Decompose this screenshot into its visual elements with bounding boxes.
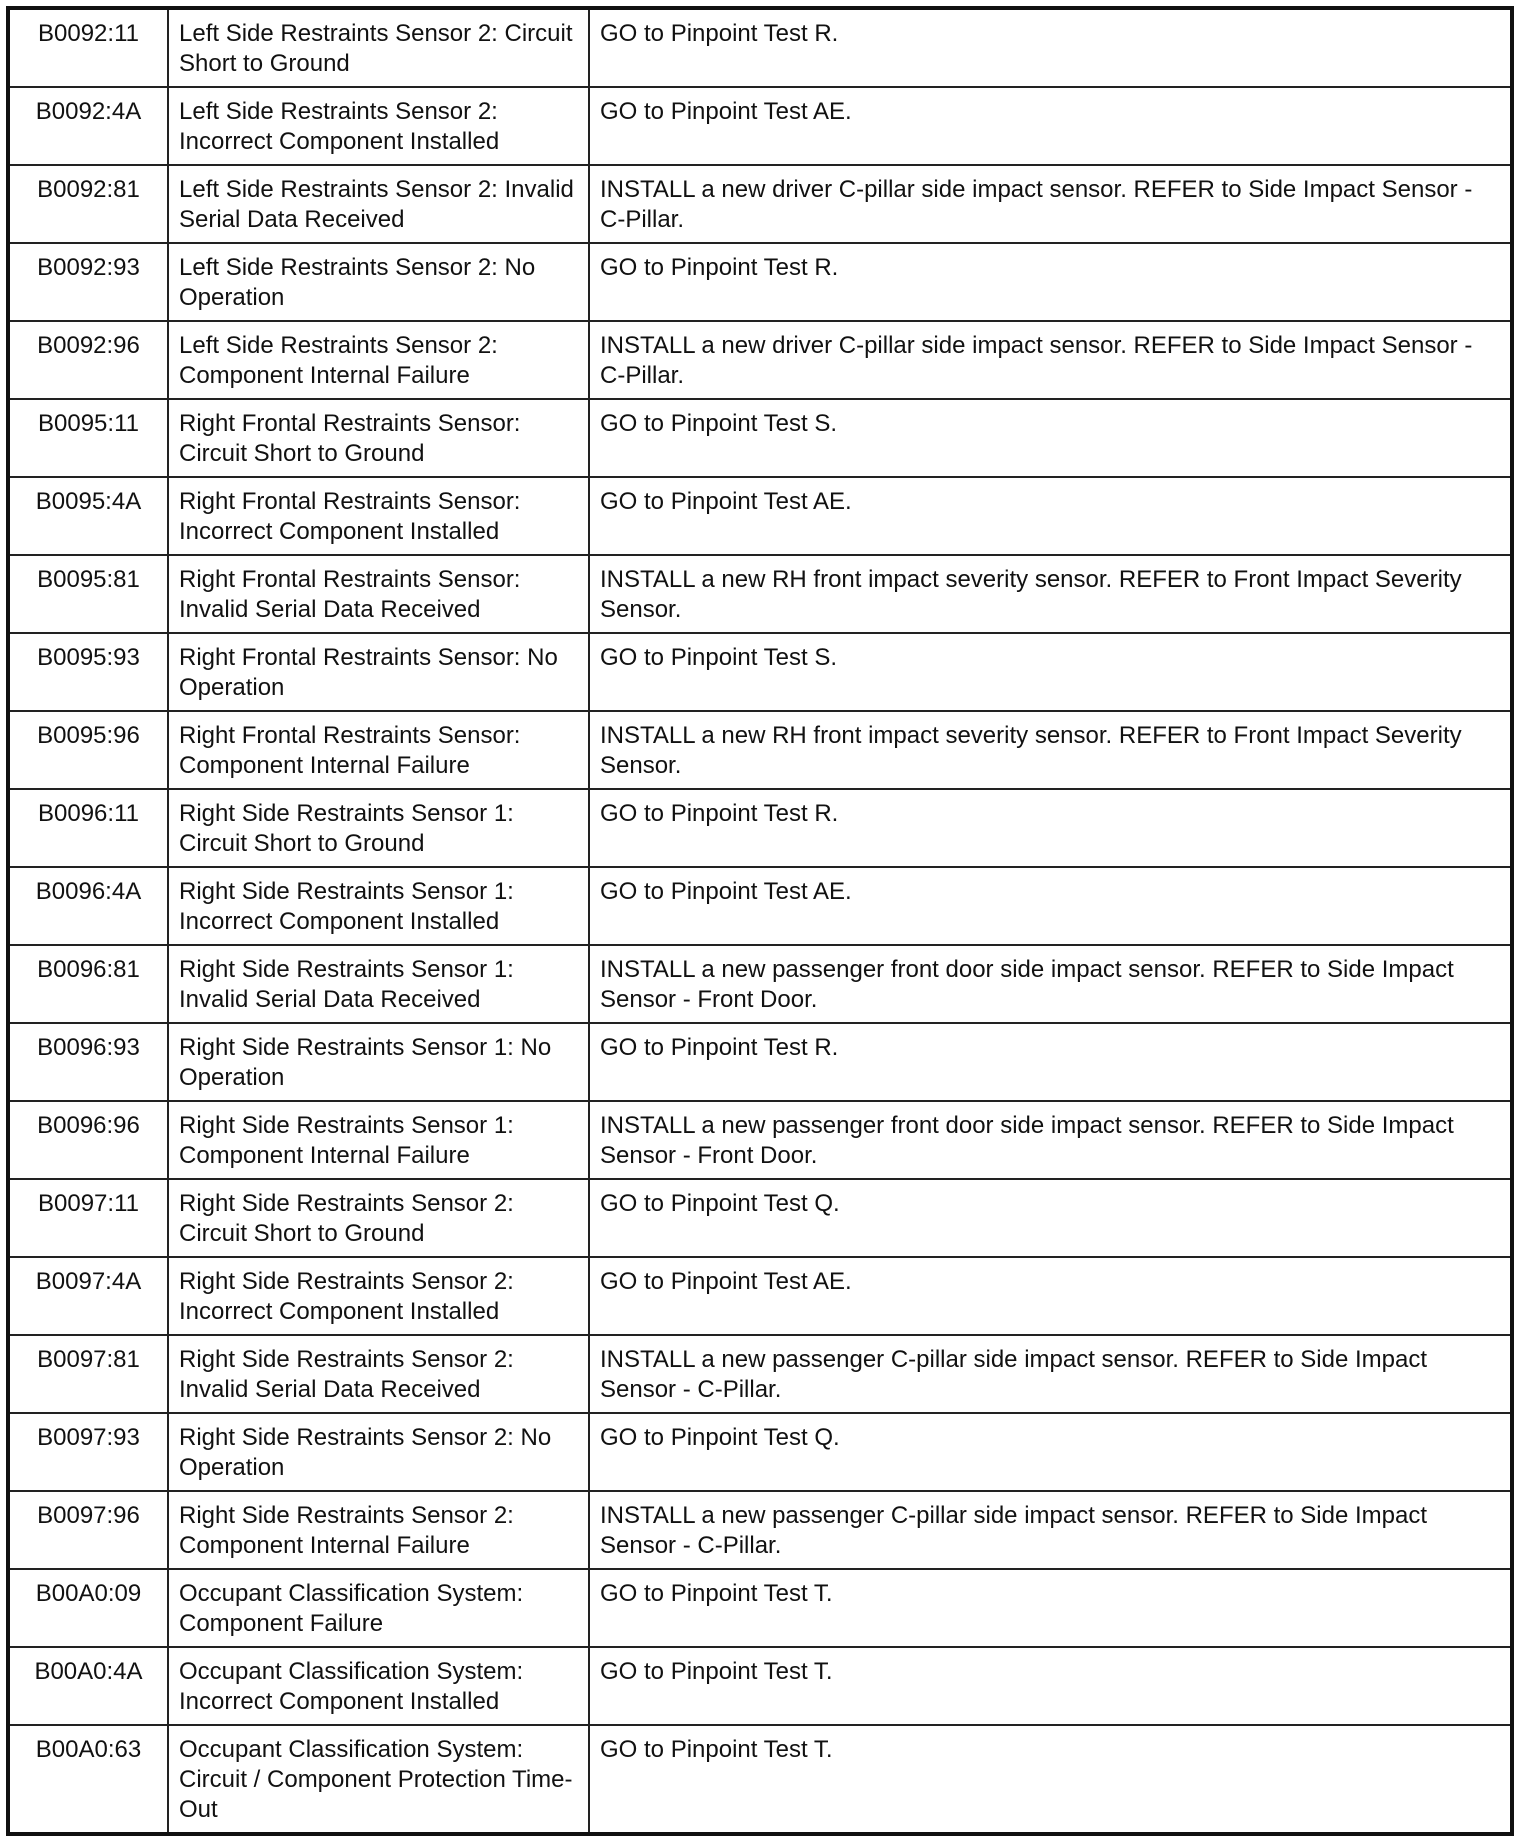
dtc-action: GO to Pinpoint Test S.: [589, 633, 1510, 711]
dtc-code: B0095:11: [10, 399, 168, 477]
table-row: [10, 1413, 1510, 1491]
dtc-code: B0092:4A: [10, 87, 168, 165]
dtc-action: GO to Pinpoint Test AE.: [589, 87, 1510, 165]
dtc-description: Right Side Restraints Sensor 1: Component Internal Failure: [168, 1101, 589, 1179]
dtc-description: Left Side Restraints Sensor 2: Component Internal Failure: [168, 321, 589, 399]
table-row: [10, 243, 1510, 321]
dtc-action: INSTALL a new driver C-pillar side impact sensor. REFER to Side Impact Sensor - C-Pillar.: [589, 321, 1510, 399]
table-row: [10, 711, 1510, 789]
dtc-action: GO to Pinpoint Test R.: [589, 243, 1510, 321]
dtc-description: Right Frontal Restraints Sensor: Circuit Short to Ground: [168, 399, 589, 477]
dtc-description: Right Side Restraints Sensor 2: Invalid Serial Data Received: [168, 1335, 589, 1413]
dtc-description: Left Side Restraints Sensor 2: Circuit Short to Ground: [168, 10, 589, 87]
table-row: [10, 477, 1510, 555]
dtc-action: GO to Pinpoint Test R.: [589, 1023, 1510, 1101]
dtc-code: B0096:81: [10, 945, 168, 1023]
dtc-code: B0097:4A: [10, 1257, 168, 1335]
table-row: [10, 945, 1510, 1023]
dtc-description: Right Side Restraints Sensor 2: No Operation: [168, 1413, 589, 1491]
dtc-action: INSTALL a new passenger front door side impact sensor. REFER to Side Impact Sensor - Front Door.: [589, 1101, 1510, 1179]
dtc-code: B0097:93: [10, 1413, 168, 1491]
dtc-description: Occupant Classification System: Circuit / Component Protection Time-Out: [168, 1725, 589, 1832]
dtc-code: B0092:93: [10, 243, 168, 321]
dtc-code: B0092:81: [10, 165, 168, 243]
dtc-code: B0096:96: [10, 1101, 168, 1179]
dtc-code: B0095:96: [10, 711, 168, 789]
dtc-code: B0095:4A: [10, 477, 168, 555]
dtc-description: Right Side Restraints Sensor 2: Circuit Short to Ground: [168, 1179, 589, 1257]
dtc-description: Right Side Restraints Sensor 1: No Operation: [168, 1023, 589, 1101]
dtc-code: B0096:93: [10, 1023, 168, 1101]
table-row: [10, 1179, 1510, 1257]
dtc-action: INSTALL a new passenger C-pillar side impact sensor. REFER to Side Impact Sensor - C-Pillar.: [589, 1335, 1510, 1413]
dtc-action: GO to Pinpoint Test AE.: [589, 867, 1510, 945]
table-row: [10, 165, 1510, 243]
table-row: [10, 633, 1510, 711]
dtc-table-body: [10, 10, 1510, 1832]
dtc-action: GO to Pinpoint Test T.: [589, 1647, 1510, 1725]
dtc-action: GO to Pinpoint Test Q.: [589, 1413, 1510, 1491]
table-row: [10, 1569, 1510, 1647]
table-row: [10, 321, 1510, 399]
table-row: [10, 10, 1510, 87]
table-row: [10, 1491, 1510, 1569]
dtc-action: GO to Pinpoint Test T.: [589, 1569, 1510, 1647]
dtc-action: GO to Pinpoint Test S.: [589, 399, 1510, 477]
table-row: [10, 1101, 1510, 1179]
dtc-code: B0096:11: [10, 789, 168, 867]
dtc-description: Right Side Restraints Sensor 1: Invalid Serial Data Received: [168, 945, 589, 1023]
dtc-code: B0097:81: [10, 1335, 168, 1413]
dtc-description: Right Side Restraints Sensor 2: Component Internal Failure: [168, 1491, 589, 1569]
dtc-description: Right Frontal Restraints Sensor: Incorrect Component Installed: [168, 477, 589, 555]
dtc-action: INSTALL a new driver C-pillar side impact sensor. REFER to Side Impact Sensor - C-Pillar.: [589, 165, 1510, 243]
table-row: [10, 1023, 1510, 1101]
dtc-code: B0097:96: [10, 1491, 168, 1569]
dtc-code: B00A0:4A: [10, 1647, 168, 1725]
dtc-action: INSTALL a new passenger C-pillar side impact sensor. REFER to Side Impact Sensor - C-Pillar.: [589, 1491, 1510, 1569]
dtc-description: Occupant Classification System: Incorrect Component Installed: [168, 1647, 589, 1725]
table-row: [10, 1647, 1510, 1725]
table-row: [10, 1257, 1510, 1335]
dtc-action: GO to Pinpoint Test T.: [589, 1725, 1510, 1832]
dtc-action: INSTALL a new RH front impact severity sensor. REFER to Front Impact Severity Sensor.: [589, 555, 1510, 633]
dtc-code: B0096:4A: [10, 867, 168, 945]
table-row: [10, 1725, 1510, 1832]
dtc-description: Right Side Restraints Sensor 1: Circuit Short to Ground: [168, 789, 589, 867]
dtc-description: Right Frontal Restraints Sensor: No Operation: [168, 633, 589, 711]
dtc-action: INSTALL a new RH front impact severity sensor. REFER to Front Impact Severity Sensor.: [589, 711, 1510, 789]
dtc-code: B0097:11: [10, 1179, 168, 1257]
dtc-code: B0092:11: [10, 10, 168, 87]
dtc-description: Left Side Restraints Sensor 2: No Operation: [168, 243, 589, 321]
table-row: [10, 399, 1510, 477]
dtc-table: [6, 6, 1514, 1836]
dtc-description: Right Side Restraints Sensor 2: Incorrect Component Installed: [168, 1257, 589, 1335]
dtc-code: B0095:81: [10, 555, 168, 633]
dtc-description: Occupant Classification System: Component Failure: [168, 1569, 589, 1647]
dtc-code: B00A0:09: [10, 1569, 168, 1647]
dtc-action: INSTALL a new passenger front door side impact sensor. REFER to Side Impact Sensor - Front Door.: [589, 945, 1510, 1023]
dtc-action: GO to Pinpoint Test AE.: [589, 477, 1510, 555]
dtc-description: Right Side Restraints Sensor 1: Incorrect Component Installed: [168, 867, 589, 945]
dtc-action: GO to Pinpoint Test R.: [589, 789, 1510, 867]
table-row: [10, 1335, 1510, 1413]
dtc-description: Left Side Restraints Sensor 2: Incorrect Component Installed: [168, 87, 589, 165]
dtc-action: GO to Pinpoint Test AE.: [589, 1257, 1510, 1335]
table-row: [10, 789, 1510, 867]
dtc-action: GO to Pinpoint Test R.: [589, 10, 1510, 87]
dtc-description: Right Frontal Restraints Sensor: Invalid Serial Data Received: [168, 555, 589, 633]
dtc-code: B0092:96: [10, 321, 168, 399]
table-row: [10, 867, 1510, 945]
dtc-description: Right Frontal Restraints Sensor: Component Internal Failure: [168, 711, 589, 789]
table-row: [10, 87, 1510, 165]
table-row: [10, 555, 1510, 633]
dtc-action: GO to Pinpoint Test Q.: [589, 1179, 1510, 1257]
dtc-code: B0095:93: [10, 633, 168, 711]
dtc-description: Left Side Restraints Sensor 2: Invalid Serial Data Received: [168, 165, 589, 243]
dtc-code: B00A0:63: [10, 1725, 168, 1832]
